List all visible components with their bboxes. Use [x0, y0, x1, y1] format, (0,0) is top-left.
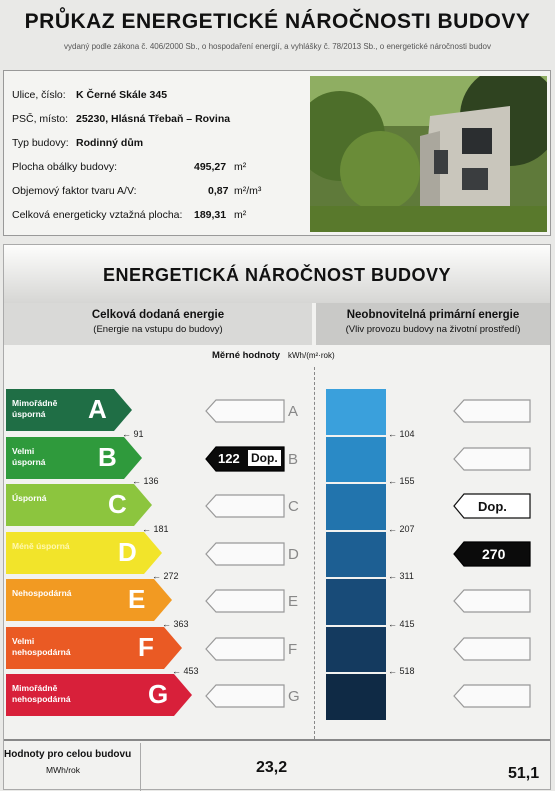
- right-threshold-1: ← 104: [388, 428, 415, 439]
- energy-rating-panel: [3, 244, 551, 790]
- primary-bar-a: [326, 389, 386, 435]
- left-threshold-6: ← 453: [172, 666, 199, 676]
- left-ghost-letter-d: D: [288, 545, 299, 563]
- primary-bar-g: [326, 674, 386, 720]
- class-letter-e: E: [128, 584, 146, 614]
- class-label-f: Velmi nehospodárná: [12, 635, 71, 657]
- class-label-c: Úsporná: [12, 493, 47, 503]
- class-arrow-e: [6, 579, 172, 621]
- shape-row: [12, 185, 302, 197]
- totals-unit: MWh/rok: [46, 765, 80, 775]
- class-letter-f: F: [138, 631, 154, 662]
- class-letter-d: D: [118, 536, 137, 567]
- right-threshold-4: ← 311: [388, 571, 414, 581]
- class-letter-b: B: [98, 441, 117, 472]
- class-letter-g: G: [148, 679, 169, 709]
- class-label-b: Velmi úsporná: [12, 445, 46, 467]
- right-threshold-6: ← 518: [388, 666, 415, 676]
- primary-energy-value: 270: [482, 545, 506, 562]
- primary-bar-d: [326, 532, 386, 578]
- shape-label: Objemový faktor tvaru A/V:: [12, 185, 137, 197]
- left-ghost-letter-c: C: [288, 498, 299, 515]
- class-letter-a: A: [88, 394, 107, 424]
- class-label-g: Mimořádně nehospodárná: [12, 683, 71, 704]
- left-empty-marker-f: [206, 638, 284, 660]
- primary-energy-subtitle: (Vliv provozu budovy na životní prostředí): [345, 324, 521, 335]
- shape-value: 0,87: [208, 185, 229, 197]
- totals-separator: [140, 743, 141, 791]
- envelope-value: 495,27: [194, 161, 227, 173]
- primary-reference-label: Dop.: [478, 499, 507, 514]
- class-label-d: Méně úsporná: [12, 540, 70, 551]
- right-empty-marker-a: [454, 400, 530, 422]
- left-threshold-4: ← 272: [152, 571, 179, 581]
- left-empty-marker-e: [206, 590, 284, 612]
- left-threshold-1: ← 91: [122, 428, 144, 439]
- street-value: K Černé Skále 345: [76, 89, 168, 101]
- rating-title: ENERGETICKÁ NÁROČNOST BUDOVY: [102, 265, 452, 285]
- right-empty-marker-b: [454, 448, 530, 470]
- class-label-a: Mimořádně úsporná: [12, 398, 58, 419]
- city-value: 25230, Hlásná Třebaň – Rovina: [76, 113, 231, 125]
- left-ghost-letter-a: A: [288, 403, 299, 420]
- delivered-energy-subtitle: (Energie na vstupu do budovy): [93, 324, 223, 335]
- right-empty-marker-e: [454, 590, 530, 612]
- right-threshold-5: ← 415: [388, 618, 415, 629]
- building-info-panel: [3, 70, 551, 236]
- shape-unit: m²/m³: [234, 185, 262, 197]
- left-empty-marker-d: [206, 543, 284, 565]
- left-threshold-3: ← 181: [142, 523, 169, 534]
- delivered-energy-total: 23,2: [256, 759, 288, 776]
- primary-bar-b: [326, 437, 386, 483]
- class-letter-c: C: [108, 489, 127, 519]
- building-photo: [310, 76, 547, 232]
- type-value: Rodinný dům: [76, 137, 144, 149]
- totals-label: Hodnoty pro celou budovu: [4, 749, 132, 760]
- certificate-title: PRŮKAZ ENERGETICKÉ NÁROČNOSTI BUDOVY: [24, 10, 531, 33]
- primary-bar-e: [326, 579, 386, 625]
- primary-energy-total: 51,1: [508, 765, 540, 782]
- left-ghost-letter-e: E: [288, 593, 299, 610]
- left-ghost-letter-g: G: [288, 688, 300, 705]
- area-row: [12, 209, 302, 221]
- area-value: 189,31: [194, 209, 227, 221]
- right-empty-marker-g: [454, 685, 530, 707]
- certificate-subtitle: vydaný podle zákona č. 406/2000 Sb., o hospodaření energií, a vyhlášky č. 78/2013 Sb., o energetické náročnosti budov: [64, 42, 491, 51]
- delivered-energy-reference: Dop.: [248, 450, 281, 466]
- left-threshold-2: ← 136: [132, 476, 159, 486]
- envelope-row: [12, 161, 302, 173]
- delivered-energy-title: Celková dodaná energie: [91, 309, 225, 321]
- right-threshold-2: ← 155: [388, 476, 415, 486]
- primary-bar-c: [326, 484, 386, 530]
- city-row: [12, 113, 231, 125]
- unit-label: Měrné hodnoty: [212, 350, 281, 361]
- area-label: Celková energeticky vztažná plocha:: [12, 209, 183, 221]
- type-label: Typ budovy:: [12, 137, 69, 149]
- type-row: [12, 137, 144, 149]
- street-row: [12, 89, 168, 101]
- envelope-label: Plocha obálky budovy:: [12, 161, 118, 173]
- primary-bar-f: [326, 627, 386, 673]
- class-arrow-d: [6, 532, 162, 574]
- right-empty-marker-f: [454, 638, 530, 660]
- left-empty-marker-g: [206, 685, 284, 707]
- left-empty-marker-a: [206, 400, 284, 422]
- class-label-e: Nehospodárná: [12, 588, 72, 598]
- right-threshold-3: ← 207: [388, 523, 415, 534]
- unit-value: kWh/(m²·rok): [288, 351, 335, 360]
- class-arrow-c: [6, 484, 152, 526]
- primary-energy-title: Neobnovitelná primární energie: [346, 309, 520, 321]
- left-ghost-letter-f: F: [288, 640, 298, 658]
- rating-scale: [4, 245, 550, 791]
- area-unit: m²: [234, 209, 247, 221]
- left-ghost-letter-b: B: [288, 450, 299, 468]
- delivered-energy-value: 122: [218, 450, 240, 466]
- city-label: PSČ, místo:: [12, 113, 69, 125]
- totals-row: [4, 739, 550, 791]
- left-empty-marker-c: [206, 495, 284, 517]
- street-label: Ulice, číslo:: [12, 89, 66, 101]
- left-threshold-5: ← 363: [162, 618, 189, 629]
- envelope-unit: m²: [234, 161, 247, 173]
